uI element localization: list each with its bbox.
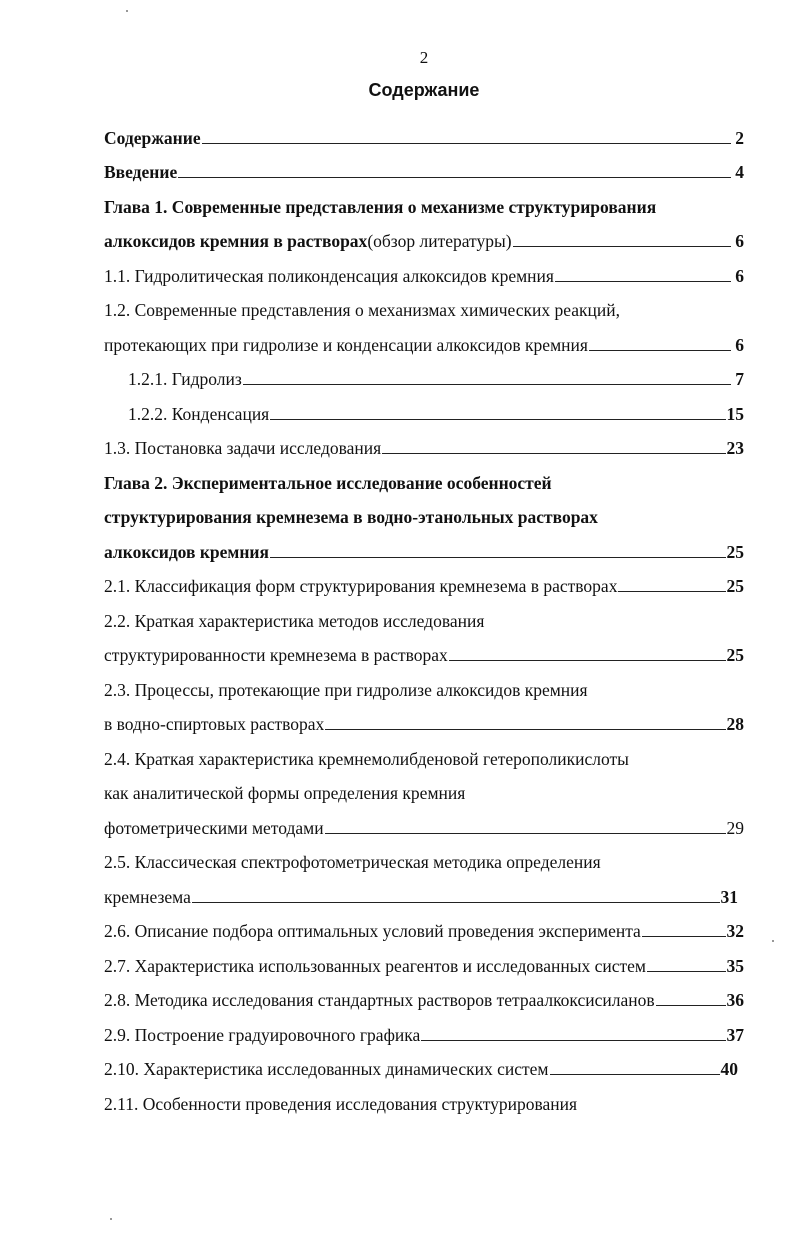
toc-page-number: 28: [726, 714, 744, 734]
toc-entry-text: 1.2.1. Гидролиз: [128, 369, 242, 389]
toc-entry: [104, 735, 744, 770]
page-number: 2: [419, 48, 429, 67]
toc-entry: [104, 528, 744, 563]
toc-entry: [104, 1080, 744, 1115]
toc-entry: [104, 287, 744, 322]
toc-entry-text: алкоксидов кремния: [104, 541, 269, 562]
toc-entry-text: 2.10. Характеристика исследованных динамических систем: [104, 1059, 549, 1079]
toc-page-number: 2: [735, 127, 744, 148]
scan-speck: [110, 1218, 112, 1220]
scan-speck: [772, 940, 774, 942]
toc-entry-text: Глава 2. Экспериментальное исследование особенностей: [104, 472, 552, 493]
toc-page-number: 25: [726, 645, 744, 665]
toc-entry-text: 2.3. Процессы, протекающие при гидролизе алкоксидов кремния: [104, 679, 588, 700]
toc-page-number: 6: [735, 334, 744, 355]
toc-entry-text: 2.9. Построение градуировочного графика: [104, 1024, 421, 1045]
page-title: Содержание: [368, 80, 480, 100]
toc-leader-line: [555, 281, 731, 282]
toc-page-number: 29: [726, 817, 744, 838]
toc-entry: [104, 149, 744, 184]
toc-entry: [104, 666, 744, 701]
toc-entry-text: 2.8. Методика исследования стандартных растворов тетраалкоксисиланов: [104, 990, 655, 1010]
toc-entry-text: 2.2. Краткая характеристика методов исследования: [104, 610, 485, 631]
toc-entry: [104, 1046, 744, 1081]
toc-entry-text: (обзор литературы): [367, 231, 512, 251]
toc-entry: [104, 908, 744, 943]
toc-leader-line: [192, 902, 720, 903]
toc-entry: [104, 183, 744, 218]
toc-leader-line: [421, 1040, 725, 1041]
toc-page-number: 31: [720, 886, 738, 907]
toc-entry-text: структурированности кремнезема в растворах: [104, 645, 448, 665]
toc-page-number: 37: [726, 1024, 744, 1045]
toc-leader-line: [449, 660, 726, 661]
toc-leader-line: [382, 453, 725, 454]
toc-entry: [104, 114, 744, 149]
toc-entry-text: фотометрическими методами: [104, 817, 324, 838]
toc-leader-line: [647, 971, 726, 972]
toc-entry-text: 2.1. Классификация форм структурирования кремнезема в растворах: [104, 576, 618, 596]
toc-leader-line: [550, 1074, 720, 1075]
toc-entry: [104, 839, 744, 874]
toc-page-number: 4: [735, 162, 744, 182]
toc-entry: [104, 321, 744, 356]
toc-entry-text: 1.3. Постановка задачи исследования: [104, 438, 382, 458]
toc-entry: [104, 804, 744, 839]
toc-entry: [104, 425, 744, 460]
toc-entry-text: 1.1. Гидролитическая поликонденсация алкоксидов кремния: [104, 265, 554, 286]
toc-entry: [104, 873, 744, 908]
toc-entry: [104, 218, 744, 253]
toc-entry-text: в водно-спиртовых растворах: [104, 714, 325, 734]
toc-leader-line: [270, 419, 725, 420]
toc-page-number: 36: [726, 990, 744, 1010]
toc-page-number: 7: [735, 369, 744, 389]
toc-leader-line: [325, 833, 726, 834]
toc-entry: [104, 494, 744, 529]
toc-entry: [104, 701, 744, 736]
toc-entry-text: 2.4. Краткая характеристика кремнемолибденовой гетерополикислоты: [104, 748, 629, 769]
toc-entry-text: Введение: [104, 162, 178, 182]
toc-entry: [104, 770, 744, 805]
toc-page-number: 32: [726, 921, 744, 941]
toc-entry: [104, 597, 744, 632]
toc-page-number: 15: [726, 403, 744, 424]
toc-leader-line: [178, 177, 731, 178]
toc-entry: [104, 390, 744, 425]
toc-entry-text: Глава 1. Современные представления о механизме структурирования: [104, 196, 657, 217]
toc-page-number: 6: [735, 265, 744, 286]
toc-page-number: 23: [726, 438, 744, 458]
toc-leader-line: [589, 350, 731, 351]
toc-entry: [104, 942, 744, 977]
toc-leader-line: [656, 1005, 726, 1006]
toc-entry: [104, 459, 744, 494]
toc-page-number: 6: [735, 231, 744, 251]
toc-page-number: 25: [726, 541, 744, 562]
toc-leader-line: [513, 246, 731, 247]
toc-entry-text: 2.5. Классическая спектрофотометрическая методика определения: [104, 852, 601, 872]
toc-entry-text: алкоксидов кремния в растворах: [104, 231, 368, 251]
toc-entry-text: Содержание: [104, 127, 201, 148]
toc-page-number: 40: [720, 1059, 738, 1079]
toc-leader-line: [270, 557, 726, 558]
toc-entry-text: кремнезема: [104, 886, 191, 907]
toc-entry: [104, 252, 744, 287]
toc-entry-text: структурирования кремнезема в водно-этанольных растворах: [104, 507, 598, 527]
toc-leader-line: [243, 384, 731, 385]
toc-entry: [104, 356, 744, 391]
toc-leader-line: [618, 591, 725, 592]
toc-leader-line: [642, 936, 726, 937]
toc-leader-line: [325, 729, 725, 730]
toc-page-number: 25: [726, 576, 744, 596]
toc-entry: [104, 977, 744, 1012]
scan-speck: [126, 10, 128, 12]
toc-leader-line: [202, 143, 731, 144]
toc-entry: [104, 563, 744, 598]
toc-entry-text: 1.2. Современные представления о механизмах химических реакций,: [104, 300, 620, 320]
toc-entry-text: 2.11. Особенности проведения исследования структурирования: [104, 1093, 578, 1114]
toc-entry-text: 1.2.2. Конденсация: [128, 403, 270, 424]
toc-entry-text: 2.7. Характеристика использованных реагентов и исследованных систем: [104, 955, 646, 976]
toc-entry-text: как аналитической формы определения кремния: [104, 783, 466, 803]
toc-entry: [104, 632, 744, 667]
table-of-contents: [104, 114, 744, 1115]
toc-entry: [104, 1011, 744, 1046]
toc-page-number: 35: [726, 955, 744, 976]
toc-entry-text: 2.6. Описание подбора оптимальных условий проведения эксперимента: [104, 921, 641, 941]
toc-entry-text: протекающих при гидролизе и конденсации алкоксидов кремния: [104, 334, 588, 355]
